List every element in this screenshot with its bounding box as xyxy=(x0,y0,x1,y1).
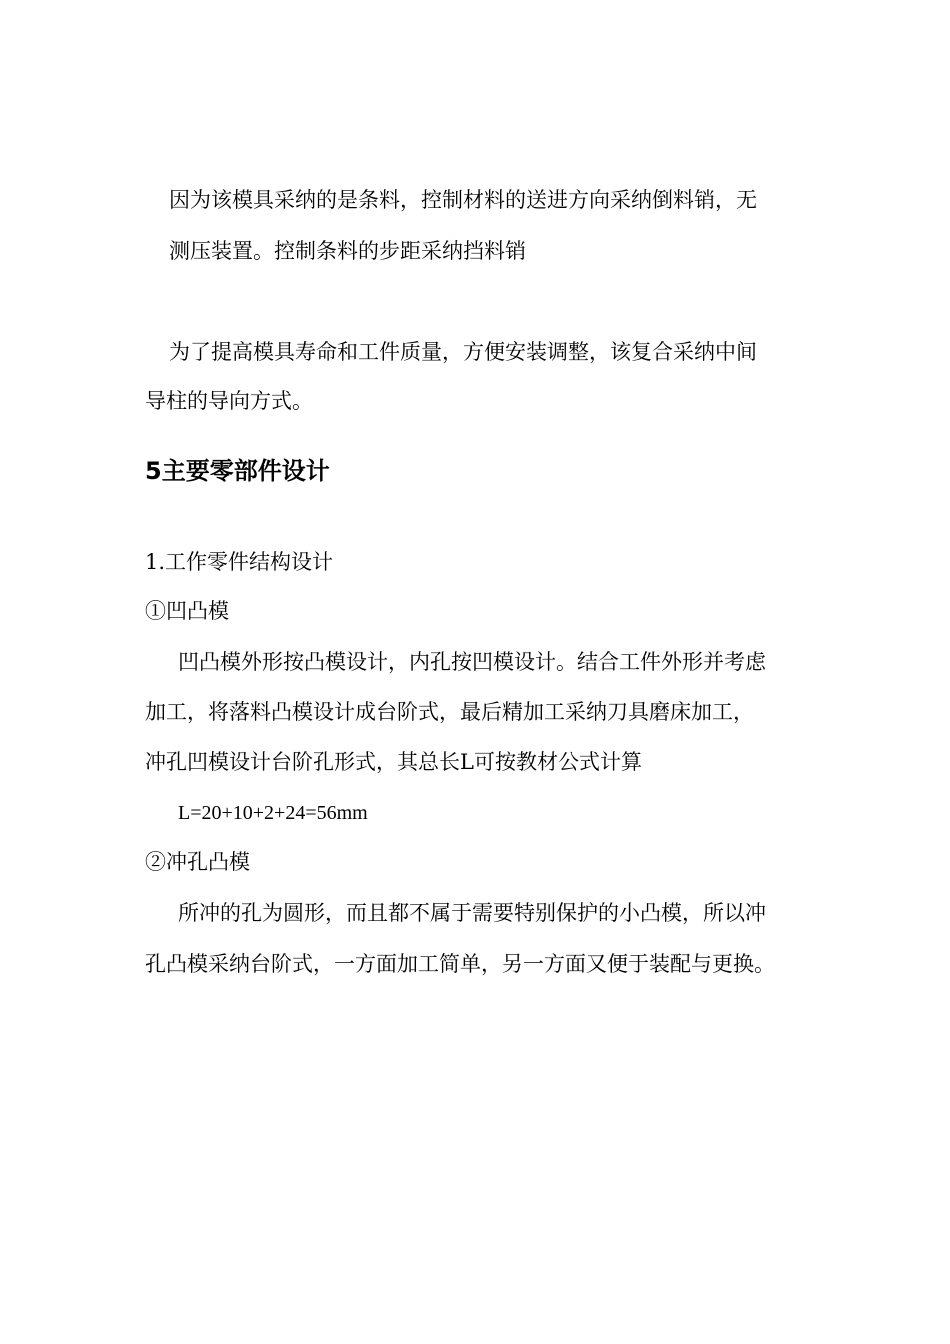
item-1-line-2: 加工，将落料凸模设计成台阶式，最后精加工采纳刀具磨床加工， xyxy=(145,700,754,724)
subsection-title: 1.工作零件结构设计 xyxy=(145,550,334,574)
item-2-title: ②冲孔凸模 xyxy=(145,850,250,874)
section-heading: 5主要零部件设计 xyxy=(145,457,330,485)
item-2-line-1: 所冲的孔为圆形，而且都不属于需要特别保护的小凸模，所以冲 xyxy=(178,901,766,925)
item-2-line-2: 孔凸模采纳台阶式，一方面加工简单，另一方面又便于装配与更换。 xyxy=(145,952,775,976)
paragraph-1-line-1: 因为该模具采纳的是条料，控制材料的送进方向采纳倒料销，无 xyxy=(169,188,757,212)
paragraph-1-line-2: 测压装置。控制条料的步距采纳挡料销 xyxy=(169,239,526,263)
item-1-line-3: 冲孔凹模设计台阶孔形式，其总长L可按教材公式计算 xyxy=(145,750,642,774)
paragraph-2-line-2: 导柱的导向方式。 xyxy=(145,389,313,413)
item-1-line-1: 凹凸模外形按凸模设计，内孔按凹模设计。结合工件外形并考虑 xyxy=(178,650,766,674)
paragraph-2-line-1: 为了提高模具寿命和工件质量，方便安装调整，该复合采纳中间 xyxy=(169,340,757,364)
length-formula: L=20+10+2+24=56mm xyxy=(178,802,368,824)
item-1-title: ①凹凸模 xyxy=(145,599,229,623)
